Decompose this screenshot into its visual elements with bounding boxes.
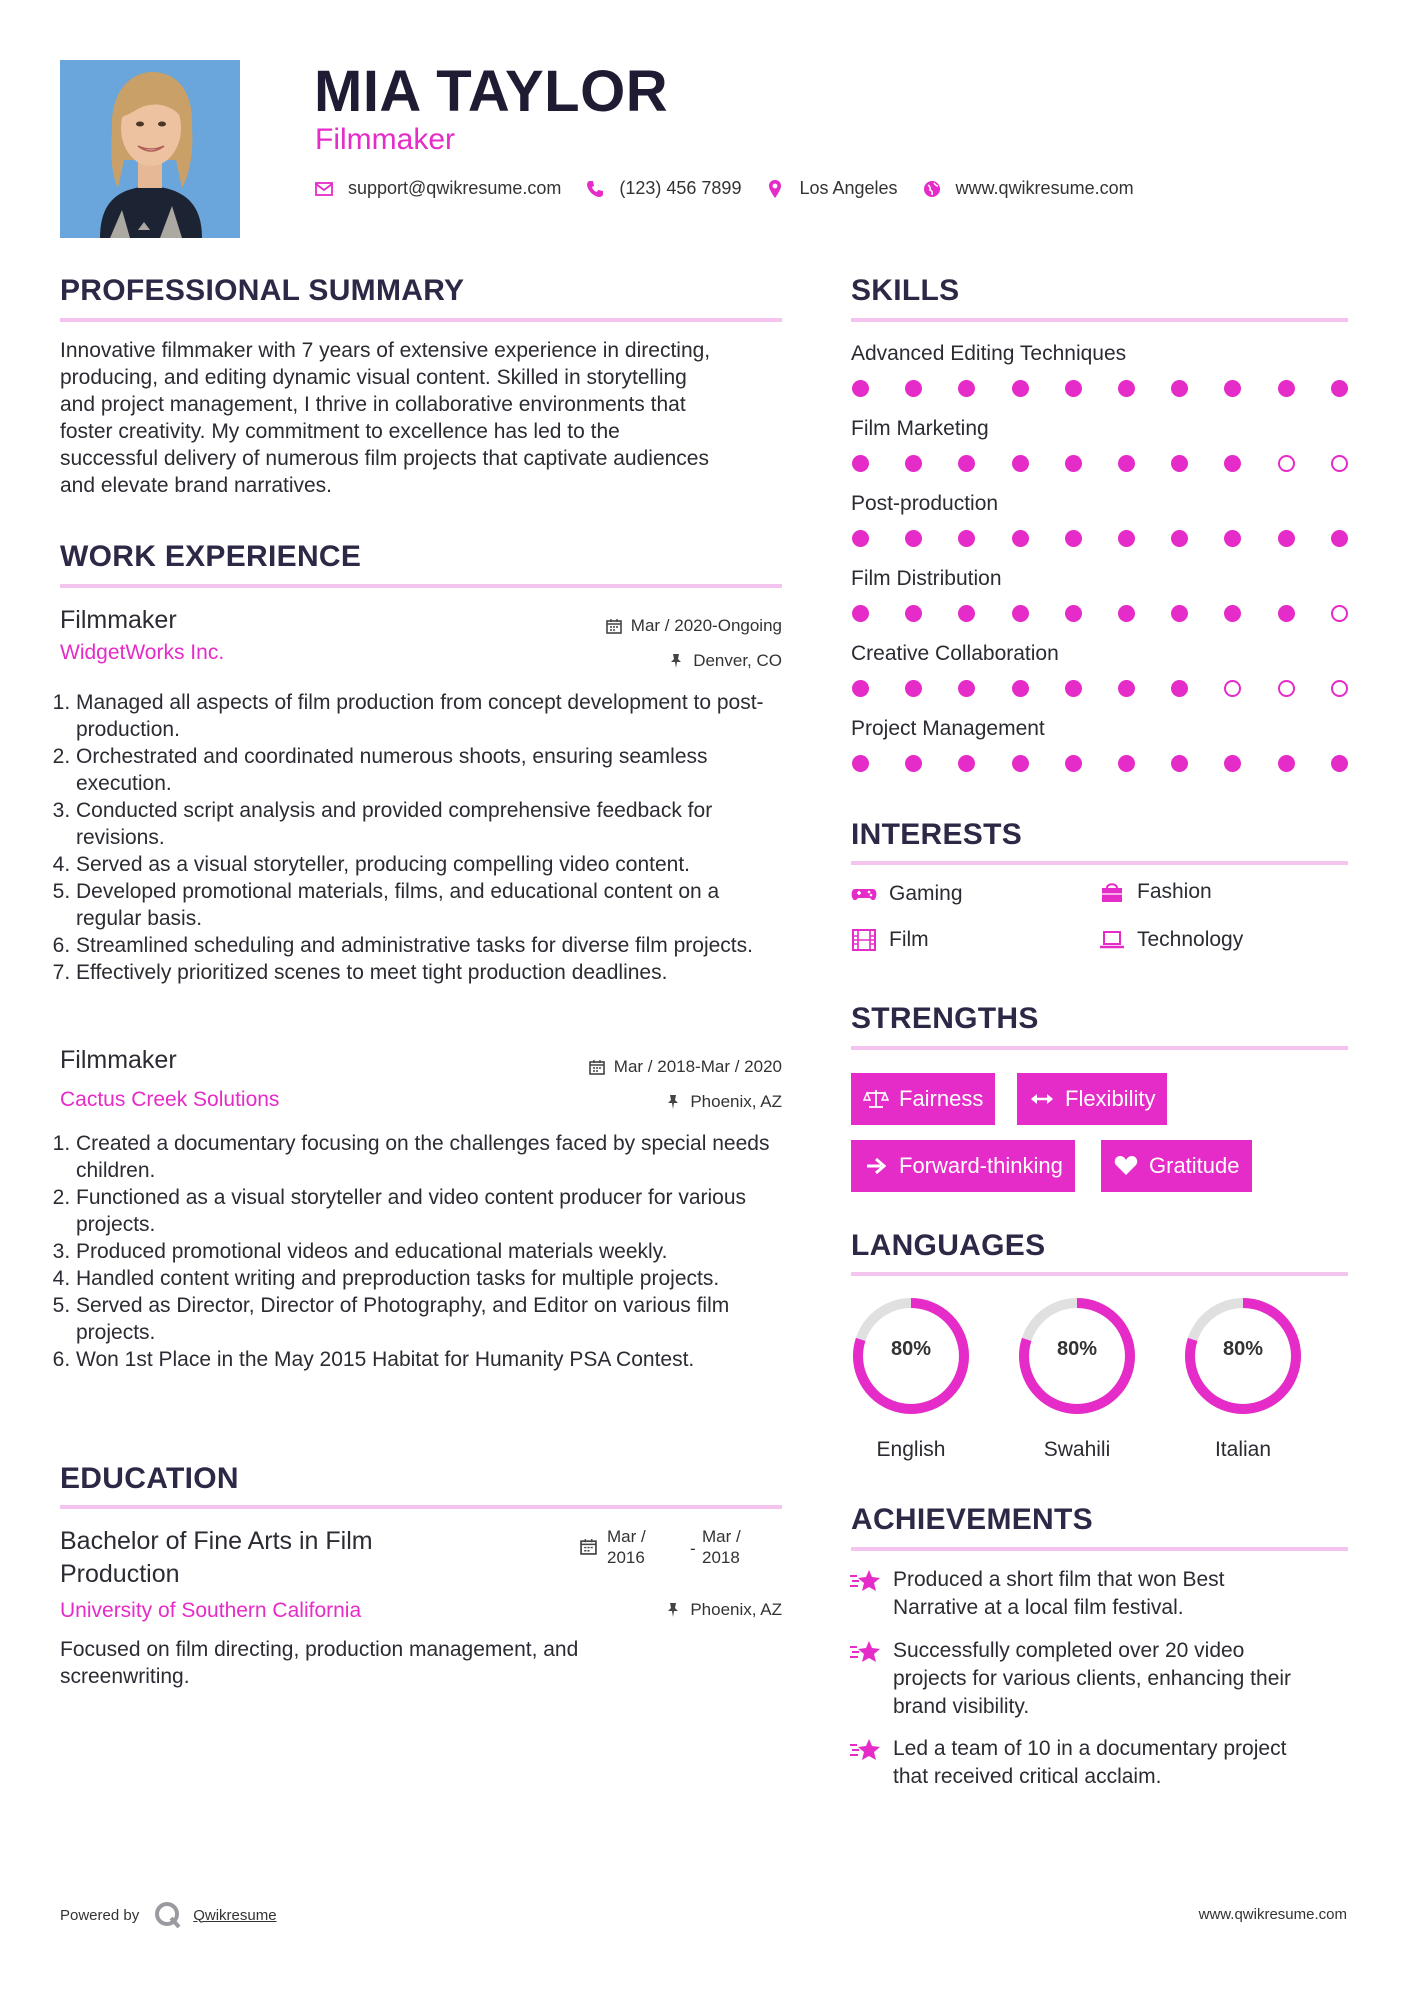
date-end-year: 2018	[702, 1548, 740, 1567]
achievement-item	[849, 1566, 1341, 1622]
job-company: WidgetWorks Inc.	[60, 641, 225, 664]
experience-divider	[60, 584, 782, 588]
list-item: 4. Handled content writing and preproduction tasks for multiple projects.	[76, 1265, 788, 1292]
education-heading: EDUCATION	[60, 1462, 239, 1495]
email-text: support@qwikresume.com	[348, 178, 562, 198]
strengths-divider	[851, 1046, 1348, 1050]
skill-dot-filled	[1118, 605, 1135, 622]
job-date	[589, 1057, 782, 1077]
skill-level-dots	[852, 380, 1352, 400]
skill-dot-empty	[1224, 680, 1241, 697]
list-item: 3. Conducted script analysis and provided comprehensive feedback for revisions.	[76, 797, 786, 851]
skill-name: Post-production	[851, 492, 999, 515]
skill-dot-filled	[1065, 605, 1082, 622]
skill-dot-filled	[1118, 530, 1135, 547]
skill-dot-filled	[1224, 530, 1241, 547]
skill-dot-filled	[1278, 530, 1295, 547]
skill-dot-filled	[905, 380, 922, 397]
strength-tag	[851, 1140, 1075, 1192]
skill-dot-filled	[1012, 380, 1029, 397]
skill-dot-filled	[1171, 455, 1188, 472]
interest-item	[851, 882, 963, 906]
skill-name: Advanced Editing Techniques	[851, 342, 1127, 365]
achievement-line: Led a team of 10 in a documentary project	[893, 1737, 1287, 1760]
summary-line: Innovative filmmaker with 7 years of extensive experience in directing,	[60, 339, 711, 362]
summary-heading: PROFESSIONAL SUMMARY	[60, 274, 465, 307]
interest-label: Gaming	[889, 882, 963, 905]
list-item: 7. Effectively prioritized scenes to meet tight production deadlines.	[76, 959, 786, 986]
laptop-icon	[1099, 929, 1125, 951]
footer-powered-by	[60, 1900, 277, 1930]
skill-dot-filled	[1224, 380, 1241, 397]
profile-photo	[60, 60, 240, 238]
job-location	[665, 1092, 782, 1112]
skill-dot-empty	[1331, 605, 1348, 622]
skill-dot-filled	[905, 605, 922, 622]
skill-dot-filled	[1331, 530, 1348, 547]
map-marker-icon	[765, 179, 785, 199]
interest-item	[1099, 928, 1243, 952]
skill-dot-filled	[852, 605, 869, 622]
languages-divider	[851, 1272, 1348, 1276]
list-item: 1. Created a documentary focusing on the challenges faced by special needs children.	[76, 1130, 788, 1184]
skill-dot-filled	[1118, 380, 1135, 397]
skill-dot-filled	[852, 455, 869, 472]
achievement-text	[893, 1735, 1341, 1791]
job-title: Filmmaker	[60, 606, 177, 634]
candidate-role: Filmmaker	[315, 123, 455, 156]
skill-dot-filled	[958, 455, 975, 472]
skill-dot-empty	[1331, 680, 1348, 697]
skill-name: Project Management	[851, 717, 1045, 740]
skill-dot-filled	[958, 680, 975, 697]
arrows-horizontal-icon	[1029, 1088, 1055, 1110]
calendar-icon	[580, 1538, 597, 1555]
description-line: screenwriting.	[60, 1665, 190, 1688]
language-percent: 80%	[1222, 1338, 1264, 1360]
skill-dot-filled	[905, 455, 922, 472]
skill-dot-filled	[1171, 530, 1188, 547]
skill-level-dots	[852, 605, 1352, 625]
skill-level-dots	[852, 455, 1352, 475]
summary-line: foster creativity. My commitment to excellence has led to the	[60, 420, 620, 443]
skill-dot-filled	[1118, 755, 1135, 772]
language-name: English	[876, 1438, 946, 1461]
description-line: Focused on film directing, production management, and	[60, 1638, 579, 1661]
list-item: 3. Produced promotional videos and educational materials weekly.	[76, 1238, 788, 1265]
list-item: 1. Managed all aspects of film production from concept development to post-production.	[76, 689, 786, 743]
skills-divider	[851, 318, 1348, 322]
skill-dot-filled	[1012, 605, 1029, 622]
achievement-item	[849, 1735, 1341, 1791]
contact-website[interactable]	[922, 178, 1134, 199]
achievement-line: that received critical acclaim.	[893, 1765, 1162, 1788]
powered-by-text: Powered by	[60, 1906, 140, 1924]
interests-divider	[851, 861, 1348, 865]
skill-dot-filled	[1224, 455, 1241, 472]
skills-heading: SKILLS	[851, 274, 960, 307]
skill-dot-empty	[1278, 680, 1295, 697]
pushpin-icon	[665, 1602, 681, 1618]
skill-dot-filled	[958, 605, 975, 622]
list-item: 2. Orchestrated and coordinated numerous shoots, ensuring seamless execution.	[76, 743, 786, 797]
skill-dot-filled	[1171, 380, 1188, 397]
location-text: Los Angeles	[799, 178, 898, 198]
contact-location	[765, 178, 897, 199]
achievement-text	[893, 1637, 1341, 1721]
portrait-image	[60, 60, 240, 238]
language-item	[1015, 1294, 1139, 1461]
interest-item	[1099, 880, 1212, 904]
list-item: 6. Won 1st Place in the May 2015 Habitat for Humanity PSA Contest.	[76, 1346, 788, 1373]
contact-bar	[314, 178, 1158, 199]
skill-dot-filled	[958, 755, 975, 772]
degree-line: Bachelor of Fine Arts in Film	[60, 1527, 373, 1555]
date-end	[702, 1526, 741, 1568]
skill-dot-filled	[1171, 605, 1188, 622]
footer-url[interactable]: www.qwikresume.com	[1198, 1906, 1347, 1923]
skill-dot-filled	[1118, 680, 1135, 697]
qwikresume-logo-icon	[153, 1900, 183, 1930]
skill-dot-filled	[958, 380, 975, 397]
summary-text	[60, 337, 790, 499]
language-percent: 80%	[1056, 1338, 1098, 1360]
list-item: 5. Served as Director, Director of Photography, and Editor on various film projects.	[76, 1292, 788, 1346]
achievement-line: brand visibility.	[893, 1695, 1030, 1718]
skill-level-dots	[852, 680, 1352, 700]
achievement-line: Successfully completed over 20 video	[893, 1639, 1245, 1662]
skill-dot-filled	[905, 680, 922, 697]
education-description	[60, 1636, 780, 1690]
shopping-bag-icon	[1099, 881, 1125, 903]
skill-dot-filled	[1012, 755, 1029, 772]
achievement-line: Narrative at a local film festival.	[893, 1596, 1184, 1619]
job-responsibilities	[56, 1130, 788, 1373]
skill-dot-filled	[852, 755, 869, 772]
calendar-icon	[606, 618, 622, 634]
achievement-line: projects for various clients, enhancing their	[893, 1667, 1292, 1690]
interest-item	[851, 928, 929, 952]
date-start	[607, 1526, 646, 1568]
skill-dot-filled	[1065, 530, 1082, 547]
list-item: 6. Streamlined scheduling and administrative tasks for diverse film projects.	[76, 932, 786, 959]
date-start-month: Mar /	[607, 1527, 646, 1546]
pushpin-icon	[665, 1094, 681, 1110]
experience-heading: WORK EXPERIENCE	[60, 540, 362, 573]
skill-dot-filled	[1171, 755, 1188, 772]
job-date-text: Mar / 2018-Mar / 2020	[613, 1057, 782, 1076]
qwikresume-link[interactable]: Qwikresume	[193, 1906, 277, 1924]
envelope-icon	[314, 179, 334, 199]
list-item: 2. Functioned as a visual storyteller and video content producer for various projects.	[76, 1184, 788, 1238]
language-item	[1181, 1294, 1305, 1461]
degree-line: Production	[60, 1560, 180, 1588]
calendar-icon	[589, 1059, 605, 1075]
skill-dot-filled	[852, 380, 869, 397]
skill-dot-empty	[1331, 455, 1348, 472]
globe-icon	[922, 179, 942, 199]
interest-label: Fashion	[1137, 880, 1212, 903]
education-location	[665, 1600, 782, 1620]
language-name: Italian	[1214, 1438, 1272, 1461]
skill-dot-filled	[1278, 605, 1295, 622]
strength-label: Gratitude	[1149, 1153, 1240, 1178]
list-item: 4. Served as a visual storyteller, producing compelling video content.	[76, 851, 786, 878]
skill-dot-filled	[958, 530, 975, 547]
language-item	[849, 1294, 973, 1461]
film-icon	[851, 929, 877, 951]
candidate-name: MIA TAYLOR	[314, 59, 669, 124]
skill-name: Film Marketing	[851, 417, 989, 440]
skill-name: Film Distribution	[851, 567, 1002, 590]
job-location-text: Phoenix, AZ	[690, 1092, 782, 1111]
heart-icon	[1113, 1155, 1139, 1177]
shooting-star-icon	[849, 1566, 881, 1596]
strength-label: Forward-thinking	[899, 1153, 1063, 1178]
strength-tag	[1101, 1140, 1252, 1192]
shooting-star-icon	[849, 1637, 881, 1667]
languages-heading: LANGUAGES	[851, 1229, 1046, 1262]
list-item: 5. Developed promotional materials, films, and educational content on a regular basis.	[76, 878, 786, 932]
achievements-divider	[851, 1547, 1348, 1551]
skill-dot-filled	[1224, 755, 1241, 772]
date-dash: -	[690, 1539, 696, 1558]
strength-tag	[1017, 1073, 1167, 1125]
skill-dot-filled	[905, 530, 922, 547]
degree-title	[60, 1525, 373, 1591]
skill-dot-filled	[1012, 455, 1029, 472]
skill-dot-filled	[852, 530, 869, 547]
education-divider	[60, 1505, 782, 1509]
summary-line: and elevate brand narratives.	[60, 474, 333, 497]
strength-tag	[851, 1073, 995, 1125]
contact-phone[interactable]	[585, 178, 741, 199]
skill-dot-filled	[1118, 455, 1135, 472]
achievement-item	[849, 1637, 1341, 1721]
school-name: University of Southern California	[60, 1599, 362, 1622]
skill-level-dots	[852, 530, 1352, 550]
job-date-text: Mar / 2020-Ongoing	[630, 616, 782, 635]
language-name: Swahili	[1043, 1438, 1111, 1461]
job-date	[606, 616, 782, 636]
phone-text: (123) 456 7899	[619, 178, 742, 198]
arrow-right-icon	[863, 1155, 889, 1177]
job-responsibilities	[56, 689, 786, 986]
education-location-text: Phoenix, AZ	[690, 1600, 782, 1619]
gamepad-icon	[851, 883, 877, 905]
interests-heading: INTERESTS	[851, 818, 1023, 851]
balance-scale-icon	[863, 1088, 889, 1110]
skill-dot-filled	[1224, 605, 1241, 622]
strength-label: Flexibility	[1065, 1086, 1156, 1111]
shooting-star-icon	[849, 1735, 881, 1765]
skill-dot-filled	[1331, 755, 1348, 772]
strengths-heading: STRENGTHS	[851, 1002, 1039, 1035]
skill-dot-filled	[1012, 530, 1029, 547]
interest-label: Technology	[1137, 928, 1244, 951]
interest-label: Film	[889, 928, 929, 951]
language-percent: 80%	[890, 1338, 932, 1360]
skill-dot-filled	[1065, 455, 1082, 472]
summary-line: and project management, I thrive in collaborative environments that	[60, 393, 686, 416]
date-start-year: 2016	[607, 1548, 645, 1567]
achievements-heading: ACHIEVEMENTS	[851, 1503, 1093, 1536]
achievement-text	[893, 1566, 1341, 1622]
skill-dot-filled	[1065, 755, 1082, 772]
skill-dot-filled	[1065, 680, 1082, 697]
skill-dot-filled	[1331, 380, 1348, 397]
job-title: Filmmaker	[60, 1046, 177, 1074]
skill-dot-empty	[1278, 455, 1295, 472]
skill-dot-filled	[905, 755, 922, 772]
skill-dot-filled	[1012, 680, 1029, 697]
date-end-month: Mar /	[702, 1527, 741, 1546]
job-location-text: Denver, CO	[693, 651, 782, 670]
job-company: Cactus Creek Solutions	[60, 1088, 280, 1111]
contact-email[interactable]	[314, 178, 561, 199]
summary-divider	[60, 318, 782, 322]
pushpin-icon	[668, 653, 684, 669]
summary-line: producing, and editing dynamic visual content. Skilled in storytelling	[60, 366, 687, 389]
website-text: www.qwikresume.com	[955, 178, 1134, 198]
skill-name: Creative Collaboration	[851, 642, 1059, 665]
skill-dot-filled	[1065, 380, 1082, 397]
skill-level-dots	[852, 755, 1352, 775]
skill-dot-filled	[852, 680, 869, 697]
achievement-line: Produced a short film that won Best	[893, 1568, 1225, 1591]
job-location	[668, 651, 782, 671]
skill-dot-filled	[1278, 380, 1295, 397]
strength-label: Fairness	[899, 1086, 984, 1111]
skill-dot-filled	[1171, 680, 1188, 697]
summary-line: successful delivery of numerous film projects that captivate audiences	[60, 447, 709, 470]
skill-dot-filled	[1278, 755, 1295, 772]
phone-icon	[585, 179, 605, 199]
